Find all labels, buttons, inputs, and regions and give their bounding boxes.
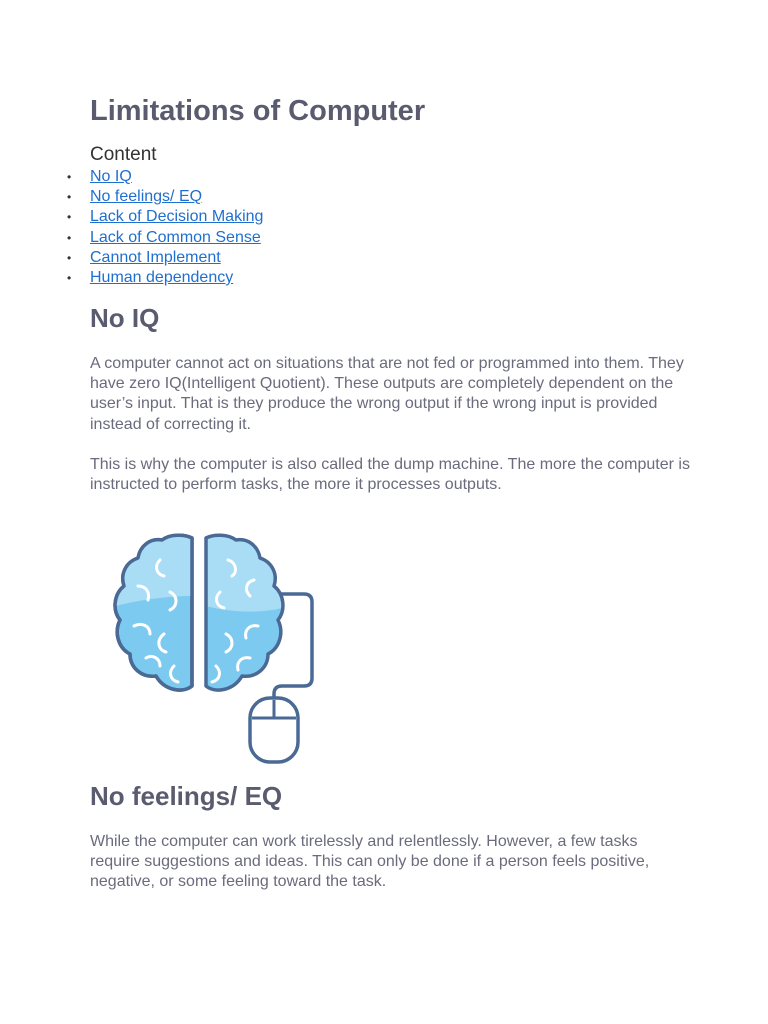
toc-item [67,167,263,187]
toc-link-decision-making[interactable]: Lack of Decision Making [90,208,264,226]
bullet-icon: • [67,270,72,285]
bullet-icon: • [67,250,72,265]
toc-link-human-dependency[interactable]: Human dependency [90,268,234,286]
toc-item [67,268,263,288]
brain-mouse-illustration [108,530,318,766]
page-title: Limitations of Computer [90,95,426,127]
paragraph-no-iq-1: A computer cannot act on situations that are not fed or programmed into them. They have zero IQ(Intelligent Quotient). These outputs are completely dependent on the user’s input. That is they produce the wrong output if the wrong input is provided instead of correcting it. [90,355,684,433]
paragraph-no-feelings-1: While the computer can work tirelessly and relentlessly. However, a few tasks require suggestions and ideas. This can only be done if a person feels positive, negative, or some feeling toward the task. [90,833,650,891]
toc-link-common-sense[interactable]: Lack of Common Sense [90,228,261,246]
bullet-icon: • [67,170,72,184]
table-of-contents [67,167,264,288]
bullet-icon: • [67,210,72,225]
bullet-icon: • [67,230,72,245]
toc-item [67,187,263,207]
section-heading-no-iq: No IQ [90,303,160,333]
bullet-icon: • [67,190,72,205]
toc-link-no-iq[interactable]: No IQ [90,168,132,185]
toc-heading: Content [90,144,157,165]
toc-link-no-feelings[interactable]: No feelings/ EQ [90,188,203,206]
toc-item [67,248,263,268]
brain-connected-to-mouse-icon [108,530,318,766]
toc-item [67,228,263,248]
toc-link-cannot-implement[interactable]: Cannot Implement [90,248,221,266]
section-heading-no-feelings: No feelings/ EQ [90,781,283,811]
toc-item [67,207,264,227]
paragraph-no-iq-2: This is why the computer is also called the dump machine. The more the computer is instructed to perform tasks, the more it processes outputs. [90,456,690,494]
